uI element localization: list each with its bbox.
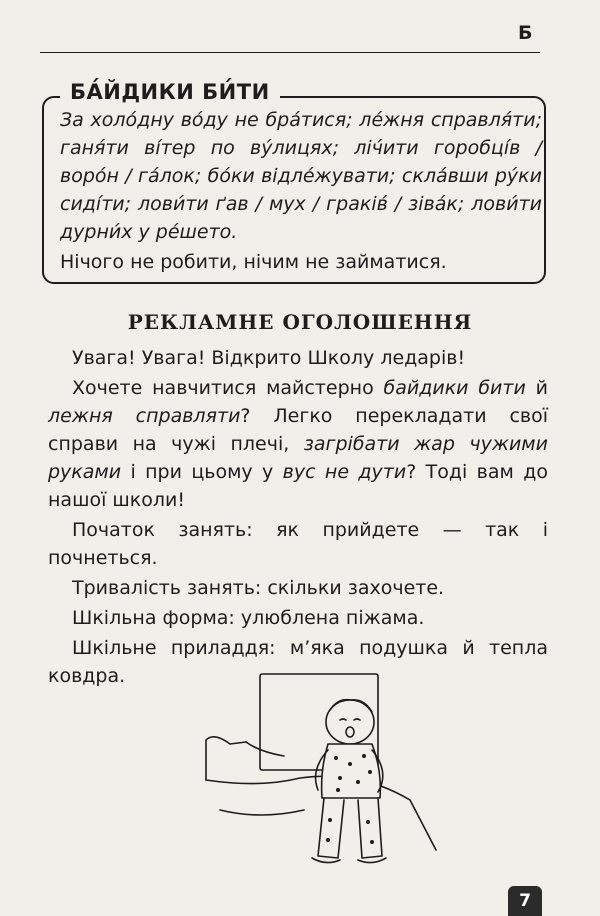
section-letter: Б bbox=[518, 22, 533, 44]
ad-paragraph-5: Шкільна форма: улюблена піжама. bbox=[72, 607, 425, 629]
header-rule bbox=[40, 52, 540, 53]
ad-paragraph-2: Хочете навчитися майстерно байдики бити й лежня справляти? Легко перекладати свої справи на чужі плечі, загрібати жар чужими руками і при цьому у вус не дути? Тоді вам до нашої школи! bbox=[48, 377, 548, 511]
page-number-badge: 7 bbox=[508, 886, 542, 916]
ad-body bbox=[48, 344, 548, 692]
idiom-variants: За холо́дну во́ду не бра́тися; ле́жня справля́ти; ганя́ти ві́тер по ву́лицях; ліч́ити горобці́в / воро́н / га́лок; бо́ки відле́жувати; скла́вши ру́ки сиді́ти; лови́ти ґав / мух / граків́ / зіва́к; лови́ти дурни́х у ре́шето. bbox=[60, 109, 542, 243]
idiom-title: БА́ЙДИКИ БИ́ТИ bbox=[60, 80, 280, 104]
ad-paragraph-3: Початок занять: як прийдете — так і почнеться. bbox=[48, 519, 548, 569]
ad-heading: РЕКЛАМНЕ ОГОЛОШЕННЯ bbox=[127, 310, 473, 334]
idiom-meaning: Нічого не робити, нічим не займатися. bbox=[60, 251, 447, 273]
ad-paragraph-1: Увага! Увага! Відкрито Школу ледарів! bbox=[72, 347, 466, 369]
ad-paragraph-6: Шкільне приладдя: м’яка подушка й тепла ковдра. bbox=[48, 637, 548, 687]
ad-paragraph-4: Тривалість занять: скільки захочете. bbox=[72, 577, 445, 599]
sleepy-child-illustration bbox=[200, 660, 440, 875]
